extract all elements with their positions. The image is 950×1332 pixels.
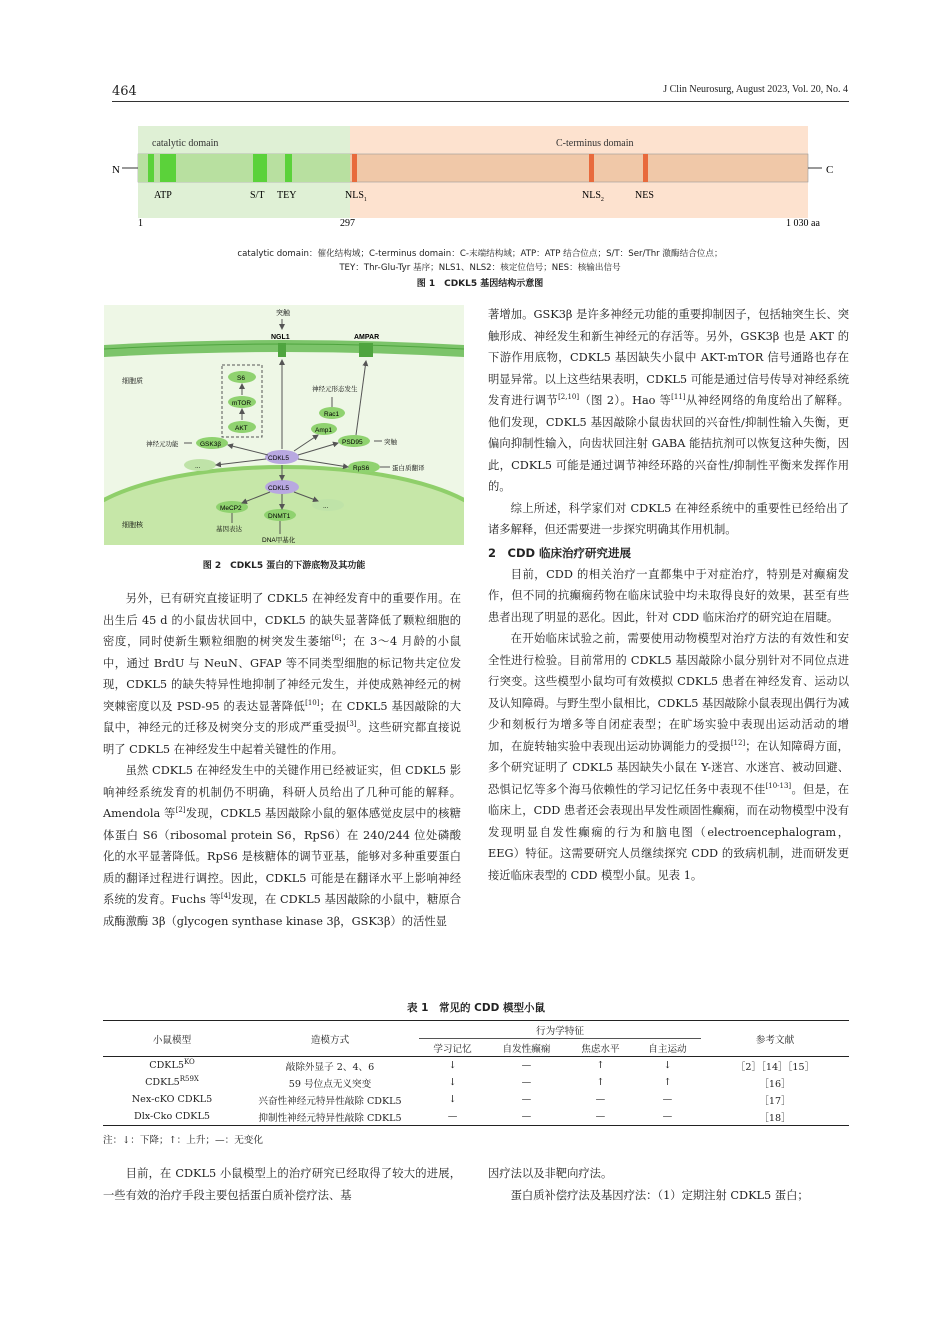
- cterminus-domain-label: C-terminus domain: [556, 138, 634, 149]
- paragraph-right-3: 在开始临床试验之前，需要使用动物模型对治疗方法的有效性和安全性进行检验。目前常用的 CDKL5 基因敲除小鼠分别针对不同位点进行突变。这些模型小鼠均可有效模拟 CDKL5 患者在神经发育、运动以及认知障碍。与野生型小鼠相比，CDKL5 基因敲除小鼠表现出偶行为减少和刻板行为增多等自闭症表型；在旷场实验中表现出运动活动的增加，在旋转轴实验中表现出运动协调能力的受损[12]；在认知障碍方面，多个研究证明了 CDKL5 基因缺失小鼠在 Y-迷宫、水迷宫、被动回避、恐惧记忆等多个海马依赖性的学习记忆任务中表现不佳[10-13]。但是，在临床上，CDD 患者还会表现出早发性顽固性癫痫，而在动物模型中没有发现明显自发性癫痫的行为和脑电图（electroencephalogram，EEG）特征。这需要研究人员继续探究 CDD 的致病机制，进而研发更接近临床表型的 CDD 模型小鼠。见表 1。: [488, 632, 849, 882]
- atp-label: ATP: [154, 190, 172, 201]
- figure-2-caption: 图 2 CDKL5 蛋白的下游底物及其功能: [202, 561, 366, 571]
- svg-text:Amp1: Amp1: [315, 427, 332, 434]
- akt-node: [228, 421, 256, 433]
- svg-text:...: ...: [195, 463, 201, 470]
- svg-text:CDKL5: CDKL5: [268, 485, 289, 492]
- ngl1-label: NGL1: [271, 334, 290, 341]
- page-number: 464: [112, 84, 137, 99]
- tey-site: [285, 154, 292, 182]
- right-column-top: [488, 304, 849, 886]
- dendrite-label: 神经元形态发生: [312, 386, 358, 393]
- col-ref: 参考文献: [701, 1021, 849, 1057]
- ampar-label: AMPAR: [354, 334, 380, 341]
- nes-label: NES: [635, 190, 654, 201]
- synapse-label-top: 突触: [276, 310, 290, 317]
- cdkl5-pathway-diagram: [104, 305, 464, 545]
- n-terminus-label: N: [112, 164, 120, 176]
- svg-text:DNMT1: DNMT1: [268, 513, 291, 520]
- svg-text:CDKL5: CDKL5: [268, 455, 289, 462]
- col-method: 造模方式: [241, 1021, 419, 1057]
- col-behavior: 行为学特征: [419, 1021, 701, 1039]
- svg-text:Rac1: Rac1: [324, 411, 340, 418]
- bottom-left: [103, 1163, 461, 1206]
- position-start: 1: [138, 218, 143, 229]
- table-row: $CDKL5^{R59X}$ 59 号位点无义突变 ↓ — ↑ ↑ ［16］: [145, 1074, 791, 1090]
- col-anxiety: 焦虑水平: [567, 1039, 634, 1057]
- svg-text:GSK3β: GSK3β: [200, 441, 222, 448]
- dnmt1-node: [264, 509, 296, 521]
- gene-expr-label: 基因表达: [216, 526, 242, 533]
- table-1-note: 注：↓：下降；↑：上升；—：无变化: [103, 1135, 263, 1146]
- bottom-right: [488, 1163, 849, 1206]
- st-site: [253, 154, 267, 182]
- gene-structure-diagram: [110, 122, 850, 232]
- mtor-node: [228, 396, 256, 408]
- cdkl5-top-node: [265, 450, 299, 464]
- nes-site: [643, 154, 648, 182]
- paragraph-left-1: 另外，已有研究直接证明了 CDKL5 在神经发育中的重要作用。在出生后 45 d 的小鼠齿状回中，CDKL5 的缺失显著降低了颗粒细胞的密度，同时使新生颗粒细胞的树突发生萎缩[6]；在 3～4 月龄的小鼠中，通过 BrdU 与 NeuN、GFAP 等不同类型细胞的标记物共定位发现，CDKL5 的缺失特异性地抑制了神经元发生，并使成熟神经元的树突棘密度以及 PSD-95 的表达显著降低[10]；在 CDKL5 基因敲除的大鼠中，神经元的迁移及树突分支的形成严重受损[3]。这些研究都直接说明了 CDKL5 在神经发生中起着关键性的作用。: [103, 592, 462, 756]
- rps6-node: [348, 461, 380, 473]
- dna-methyl-label: DNA甲基化: [262, 537, 296, 544]
- catalytic-domain-label: catalytic domain: [152, 138, 219, 149]
- cdkl5-bottom-node: [265, 480, 299, 494]
- table-row: Nex-cKO CDKL5 兴奋性神经元特异性敲除 CDKL5 ↓ — — — ［17］: [131, 1094, 791, 1107]
- tey-label: TEY: [277, 190, 297, 201]
- col-epilepsy: 自发性癫痫: [486, 1039, 567, 1057]
- atp-site-2: [160, 154, 176, 182]
- svg-text:PSD95: PSD95: [342, 439, 363, 446]
- table-row: Dlx-Cko CDKL5 抑制性神经元特异性敲除 CDKL5 — — — — ［18］: [103, 1108, 849, 1126]
- table-1: [103, 1020, 849, 1146]
- svg-text:RpS6: RpS6: [353, 465, 370, 472]
- paragraph-bottom-left: 目前，在 CDKL5 小鼠模型上的治疗研究已经取得了较大的进展，一些有效的治疗手段主要包括蛋白质补偿疗法、基: [103, 1167, 461, 1202]
- nls1-label: $NLS_1$: [345, 190, 367, 203]
- position-end: 1 030 aa: [786, 218, 820, 229]
- paragraph-bottom-right-2: 蛋白质补偿疗法及基因疗法：（1）定期注射 CDKL5 蛋白；: [510, 1188, 809, 1202]
- rac1-node: [319, 407, 345, 419]
- svg-text:...: ...: [323, 503, 329, 510]
- atp-site-1: [148, 154, 154, 182]
- paragraph-right-1: 著增加。GSK3β 是许多神经元功能的重要抑制因子，包括轴突生长、突触形成、神经发生和新生神经元的存活等。另外，GSK3β 也是 AKT 的下游作用底物，CDKL5 基因缺失小鼠中 AKT-mTOR 信号通路也存在明显异常。以上这些结果表明，CDKL5 可能是通过信号传导对神经系统发育进行调节[2,10]（图 2）。Hao 等[11]从神经网络的角度给出了解释。他们发现，CDKL5 基因敲除小鼠齿状回的兴奋性/抑制性输入失衡，更偏向抑制性输入，向齿状回注射 GABA 能拮抗剂可以恢复这种失衡，因此，CDKL5 可能是通过调节神经环路的兴奋性/抑制性平衡来发挥作用的。: [488, 308, 849, 493]
- table-row: $CDKL5^{KO}$ 敲除外显子 2、4、6 ↓ — ↑ ↓ ［2］［14］［15］: [149, 1057, 815, 1073]
- s6-node: [228, 371, 256, 383]
- col-learning: 学习记忆: [419, 1039, 486, 1057]
- figure-1-legend-line1: catalytic domain：催化结构域；C-terminus domain：C-末端结构域；ATP：ATP 结合位点；S/T：Ser/Thr 激酶结合位点；: [237, 249, 723, 259]
- col-model: 小鼠模型: [103, 1021, 241, 1057]
- col-locomotion: 自主运动: [634, 1039, 701, 1057]
- svg-text:AKT: AKT: [235, 425, 248, 432]
- protein-trans-label: 蛋白质翻译: [392, 465, 425, 472]
- header-rule: [112, 101, 849, 102]
- section-2-title: 2 CDD 临床治疗研究进展: [488, 545, 632, 560]
- position-297: 297: [340, 218, 355, 229]
- nls2-site: [589, 154, 594, 182]
- neuro-func-label: 神经元功能: [146, 441, 179, 448]
- left-column: [103, 588, 461, 932]
- figure-1-legend-line2: TEY：Thr-Glu-Tyr 基序；NLS1、NLS2：核定位信号；NES：核输出信号: [339, 263, 621, 273]
- paragraph-right-summary: 综上所述，科学家们对 CDKL5 在神经系统中的重要性已经给出了诸多解释，但还需要进一步探究明确其作用机制。: [488, 501, 849, 536]
- st-label: S/T: [250, 190, 265, 201]
- synapse-label-right: 突触: [384, 439, 397, 446]
- figure-1: [110, 122, 850, 232]
- svg-text:MeCP2: MeCP2: [220, 505, 242, 512]
- cytoplasm-label: 细胞质: [122, 378, 143, 385]
- nls1-site: [352, 154, 357, 182]
- paragraph-bottom-right-1: 因疗法以及非靶向疗法。: [488, 1167, 613, 1180]
- paragraph-left-2: 虽然 CDKL5 在神经发生中的关键作用已经被证实，但 CDKL5 影响神经系统发育的机制仍不明确，科研人员给出了几种可能的解释。Amendola 等[2]发现，CDKL5 基因敲除小鼠的躯体感觉皮层中的核糖体蛋白 S6（ribosomal protein S6，RpS6）在 240/244 位处磷酸化的水平显著降低。RpS6 是核糖体的调节亚基，能够对多种重要蛋白质的翻译过程进行调控。因此，CDKL5 可能是在翻译水平上影响神经系统的发育。Fuchs 等[4]发现，在 CDKL5 基因敲除的小鼠中，糖原合成酶激酶 3β（glycogen synthase kinase 3β，GSK3β）的活性显: [103, 764, 462, 928]
- svg-text:mTOR: mTOR: [232, 400, 252, 407]
- amp1-node: [311, 423, 337, 435]
- dots-node-1: [184, 459, 216, 471]
- figure-2: [104, 305, 464, 545]
- figure-1-caption: 图 1 CDKL5 基因结构示意图: [416, 279, 544, 289]
- table-1-title: 表 1 常见的 CDD 模型小鼠: [407, 1002, 545, 1014]
- gsk3b-node: [196, 437, 228, 449]
- nls2-label: $NLS_2$: [582, 190, 604, 203]
- psd95-node: [338, 435, 370, 447]
- svg-text:S6: S6: [237, 375, 245, 382]
- nucleus-label: 细胞核: [122, 522, 143, 529]
- paragraph-right-2: 目前，CDD 的相关治疗一直都集中于对症治疗，特别是对癫痫发作，但不同的抗癫痫药物在临床试验中均未取得良好的效果，甚至有些患者出现了明显的恶化。因此，针对 CDD 临床治疗的研究迫在眉睫。: [488, 567, 849, 624]
- c-terminus-label: C: [826, 164, 834, 176]
- journal-header: J Clin Neurosurg, August 2023, Vol. 20, No. 4: [663, 84, 848, 95]
